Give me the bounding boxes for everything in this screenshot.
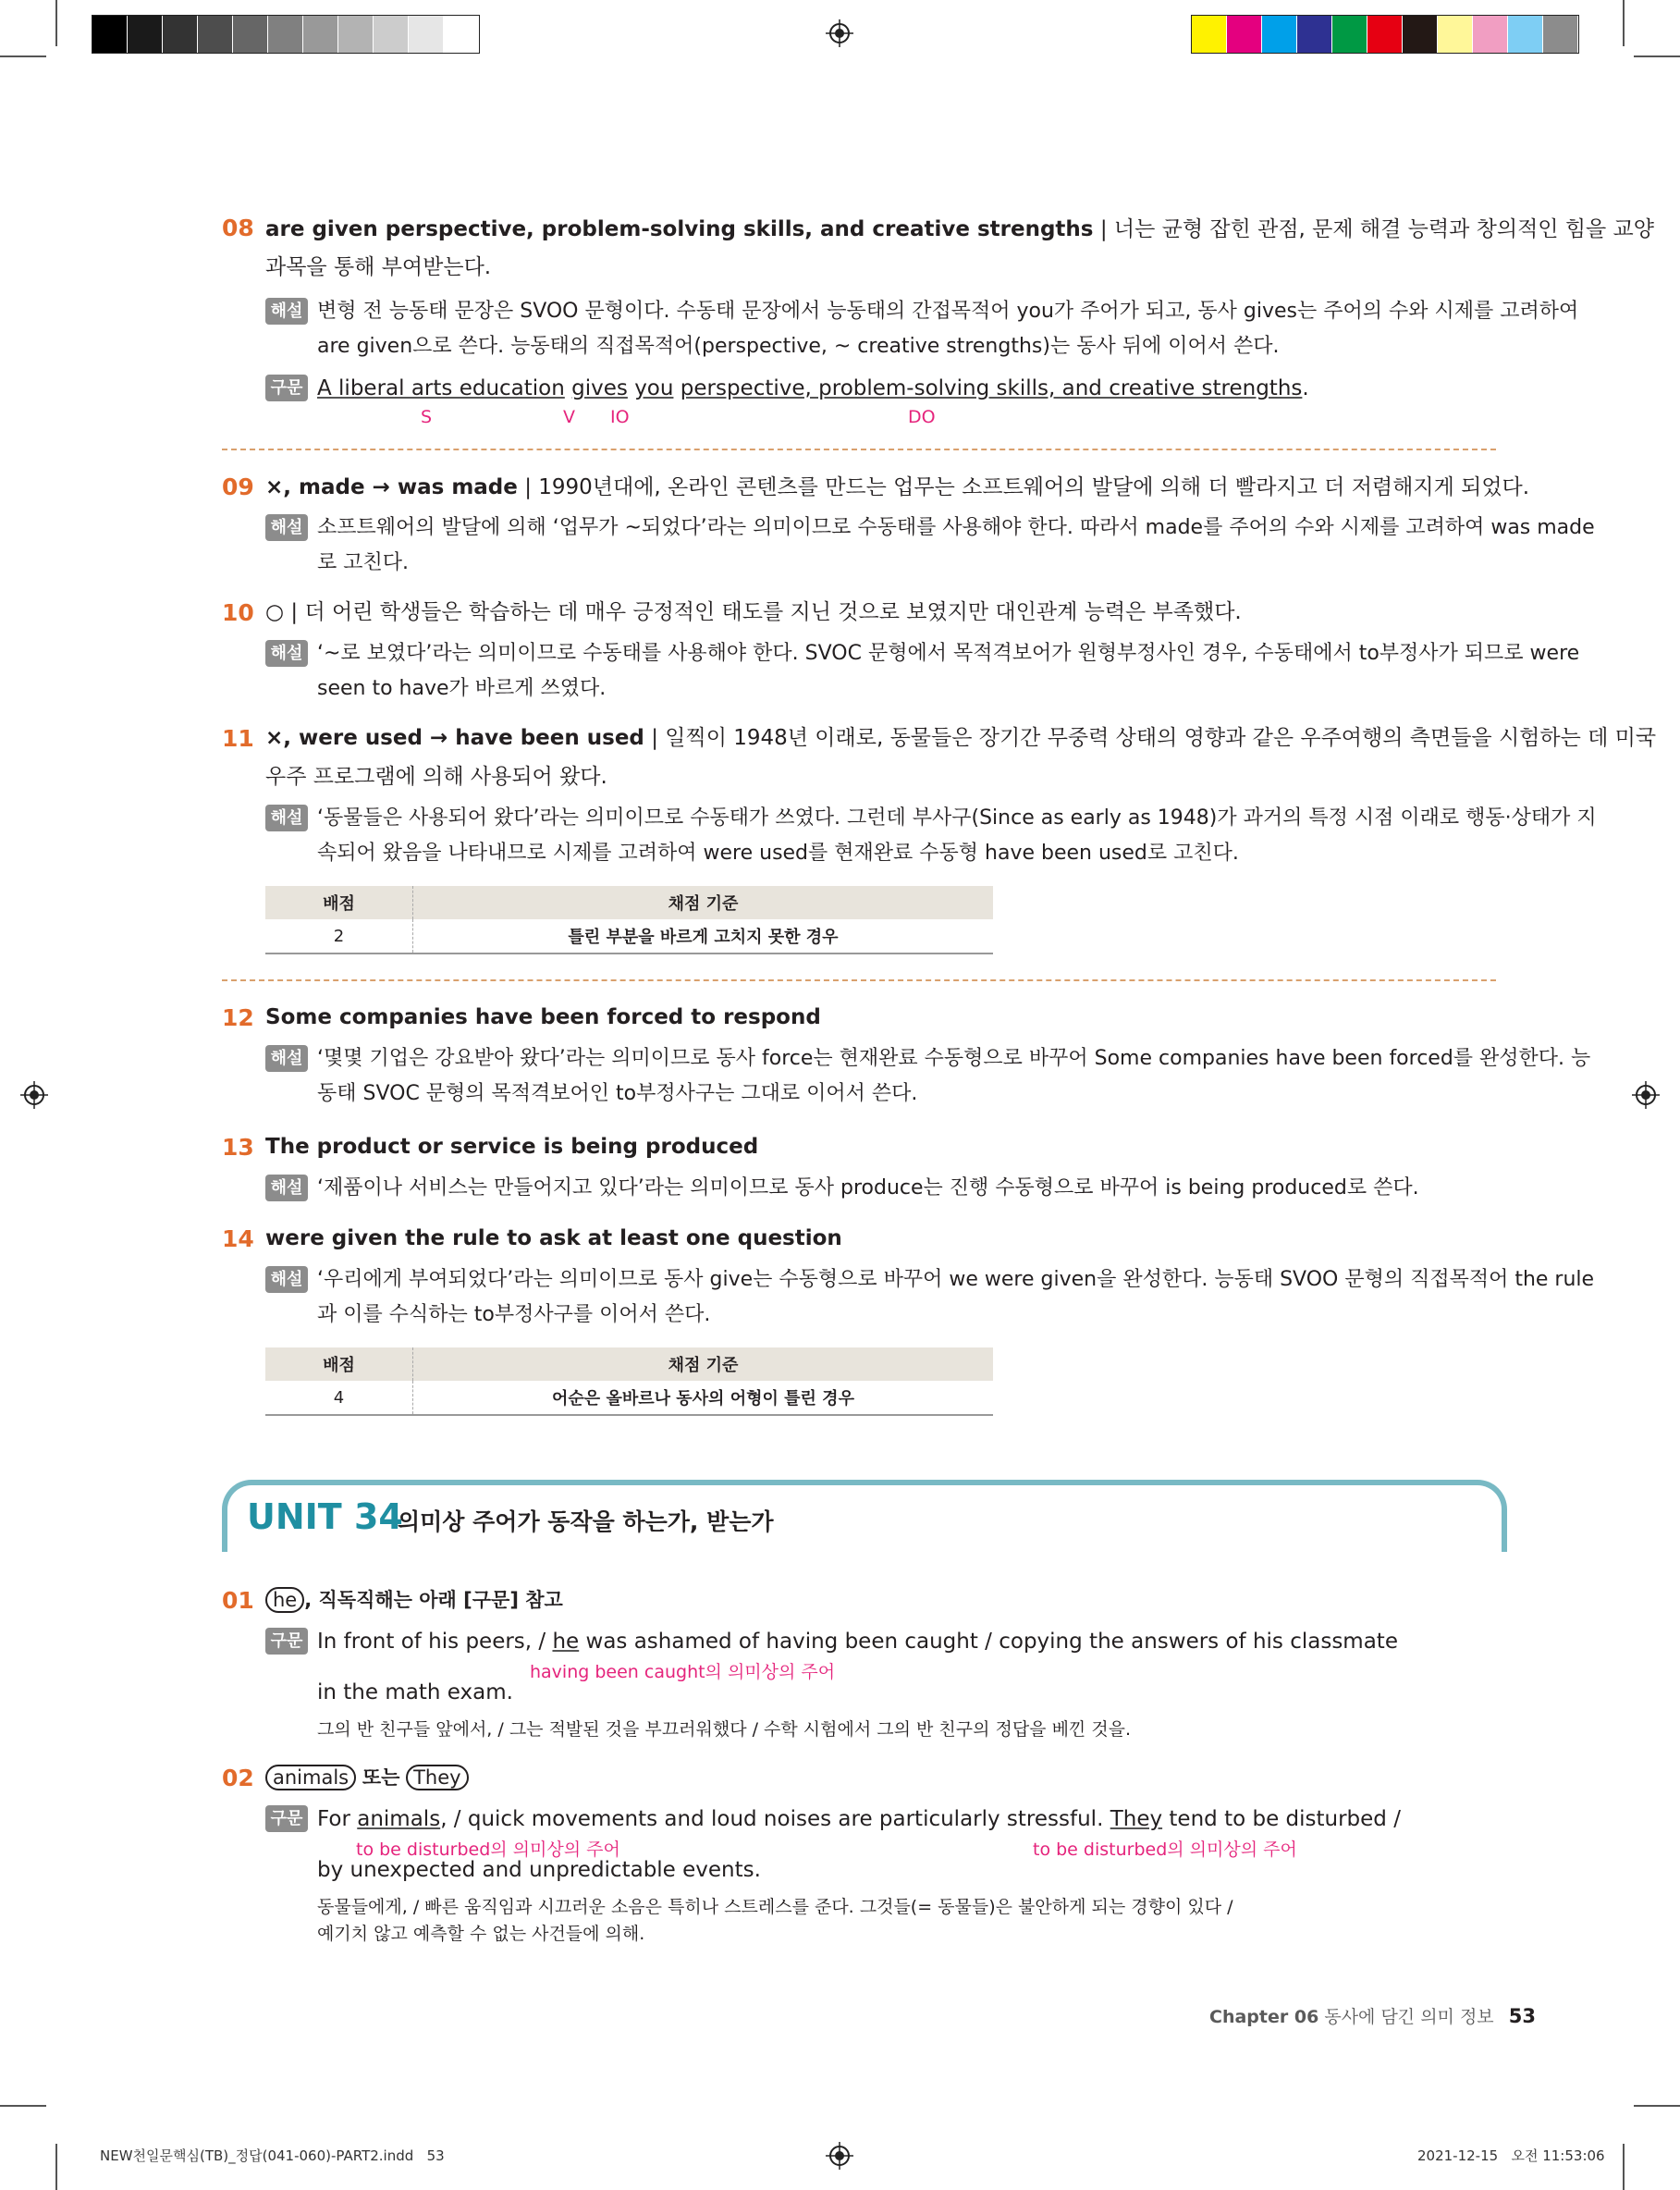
question-number: 12 — [222, 1004, 254, 1031]
color-swatch — [1403, 16, 1438, 53]
color-swatch — [1543, 16, 1578, 53]
explanation-text: 과 이를 수식하는 to부정사구를 이어서 쓴다. — [317, 1303, 711, 1326]
color-swatch — [1332, 16, 1367, 53]
color-swatch — [92, 16, 128, 53]
translation-text: | 더 어린 학생들은 학습하는 데 매우 긍정적인 태도를 지닌 것으로 보였지만 대인관계 능력은 부족했다. — [290, 600, 1242, 624]
score-header: 배점 — [265, 1347, 413, 1381]
unit-label: UNIT 34 — [247, 1496, 403, 1537]
color-swatch — [1262, 16, 1297, 53]
color-swatch — [128, 16, 163, 53]
color-swatch — [1227, 16, 1262, 53]
color-swatch — [163, 16, 198, 53]
sentence-subject: They — [1110, 1807, 1163, 1831]
registration-mark-icon — [826, 2142, 853, 2170]
color-swatch — [1367, 16, 1403, 53]
circled-answer: They — [406, 1765, 469, 1790]
label-v: V — [563, 407, 575, 427]
chapter-title: 동사에 담긴 의미 정보 — [1324, 2007, 1494, 2027]
answer-line — [265, 1582, 563, 1618]
indirect-object-phrase: you — [634, 376, 674, 400]
explanation-tag: 해설 — [265, 805, 308, 831]
explanation-tag: 해설 — [265, 1045, 308, 1072]
explanation-tag: 해설 — [265, 640, 308, 667]
criteria-header: 채점 기준 — [413, 1347, 994, 1381]
color-swatch — [1473, 16, 1508, 53]
verb-phrase: gives — [571, 376, 628, 400]
sentence-part: , / quick movements and loud noises are particularly stressful. — [440, 1807, 1104, 1831]
grayscale-color-bar — [92, 15, 480, 54]
semantic-subject-annotation: to be disturbed의 의미상의 주어 — [356, 1839, 620, 1860]
translation-text: | 1990년대에, 온라인 콘텐츠를 만드는 업무는 소프트웨어의 발달에 의해 더 빨라지고 더 저렴해지게 되었다. — [524, 475, 1530, 499]
explanation-tag: 해설 — [265, 1175, 308, 1201]
crop-mark — [1634, 2105, 1680, 2107]
question-number: 10 — [222, 599, 254, 626]
explanation-text: 소프트웨어의 발달에 의해 ‘업무가 ~되었다’라는 의미이므로 수동태를 사용해야 한다. 따라서 made를 주어의 수와 시제를 고려하여 was made — [317, 516, 1595, 539]
explanation-text: ‘~로 보였다’라는 의미이므로 수동태를 사용해야 한다. SVOC 문형에서 목적격보어가 원형부정사인 경우, 수동태에서 to부정사가 되므로 were — [317, 642, 1580, 665]
score-header: 배점 — [265, 886, 413, 919]
explanation-text: 속되어 왔음을 나타내므로 시제를 고려하여 were used를 현재완료 수동형 have been used로 고친다. — [317, 842, 1239, 865]
score-cell: 4 — [265, 1381, 413, 1415]
subject-phrase: A liberal arts education — [317, 376, 565, 400]
answer-text: Some companies have been forced to respond — [265, 1005, 821, 1029]
explanation-tag: 해설 — [265, 1266, 308, 1293]
question-number: 11 — [222, 725, 254, 752]
sentence-subject: he — [552, 1630, 580, 1654]
explanation-text: ‘우리에게 부여되었다’라는 의미이므로 동사 give는 수동형으로 바꾸어 we were given을 완성한다. 능동태 SVOO 문형의 직접목적어 the rule — [317, 1268, 1595, 1291]
date-slug: 2021-12-15 오전 11:53:06 — [1417, 2147, 1605, 2164]
syntax-tag: 구문 — [265, 1805, 308, 1832]
answer-text: ×, were used → have been used — [265, 726, 644, 750]
syntax-sentence: by unexpected and unpredictable events. — [317, 1858, 761, 1882]
answer-line — [265, 595, 1242, 630]
translation-text: | 일찍이 1948년 이래로, 동물들은 장기간 무중력 상태의 영향과 같은 우주여행의 측면들을 시험하는 데 미국 — [651, 726, 1657, 750]
direct-object-phrase: perspective, problem-solving skills, and creative strengths — [680, 376, 1303, 400]
sentence-part: For — [317, 1807, 350, 1831]
semantic-subject-annotation: to be disturbed의 의미상의 주어 — [1033, 1839, 1297, 1860]
translation-text: 동물들에게, / 빠른 움직임과 시끄러운 소음은 특히나 스트레스를 준다. 그것들(= 동물들)은 불안하게 되는 경향이 있다 / — [317, 1897, 1233, 1917]
sentence-part: In front of his peers, / — [317, 1630, 546, 1654]
question-number: 02 — [222, 1765, 254, 1791]
question-number: 13 — [222, 1134, 254, 1161]
circled-answer: animals — [265, 1765, 356, 1790]
criteria-cell: 어순은 올바르나 동사의 어형이 틀린 경우 — [413, 1381, 994, 1415]
explanation-text: seen to have가 바르게 쓰였다. — [317, 677, 607, 700]
explanation-text: ‘동물들은 사용되어 왔다’라는 의미이므로 수동태가 쓰였다. 그런데 부사구(Since as early as 1948)가 과거의 특정 시점 이래로 행동·상태가 지 — [317, 806, 1597, 830]
color-swatch — [1508, 16, 1543, 53]
explanation-tag: 해설 — [265, 514, 308, 541]
color-swatch — [374, 16, 409, 53]
question-number: 14 — [222, 1225, 254, 1252]
answer-line — [265, 212, 1654, 247]
color-swatch — [409, 16, 444, 53]
syntax-sentence: in the math exam. — [317, 1680, 513, 1704]
crop-mark — [1623, 0, 1625, 46]
syntax-tag: 구문 — [265, 1628, 308, 1655]
question-number: 08 — [222, 215, 254, 241]
color-swatch — [198, 16, 233, 53]
crop-mark — [1623, 2144, 1625, 2190]
criteria-header: 채점 기준 — [413, 886, 994, 919]
explanation-tag: 해설 — [265, 298, 308, 325]
period: . — [1302, 376, 1309, 400]
section-divider — [222, 979, 1496, 981]
explanation-text: ‘제품이나 서비스는 만들어지고 있다’라는 의미이므로 동사 produce는 진행 수동형으로 바꾸어 is being produced로 쓴다. — [317, 1176, 1419, 1200]
explanation-text: ‘몇몇 기업은 강요받아 왔다’라는 의미이므로 동사 force는 현재완료 수동형으로 바꾸어 Some companies have been forced를 완성한다. 능 — [317, 1047, 1591, 1070]
color-swatch — [233, 16, 268, 53]
question-number: 09 — [222, 474, 254, 500]
syntax-tag: 구문 — [265, 375, 308, 401]
label-do: DO — [908, 407, 936, 427]
translation-text: 우주 프로그램에 의해 사용되어 왔다. — [265, 765, 607, 789]
crop-mark — [55, 2144, 57, 2190]
circled-answer: he — [265, 1587, 304, 1613]
process-color-bar — [1191, 15, 1579, 54]
explanation-text: 변형 전 능동태 문장은 SVOO 문형이다. 수동태 문장에서 능동태의 간접목적어 you가 주어가 되고, 동사 gives는 주어의 수와 시제를 고려하여 — [317, 300, 1579, 323]
color-swatch — [1297, 16, 1332, 53]
answer-line — [265, 1760, 469, 1795]
scoring-table — [265, 1347, 993, 1416]
crop-mark — [0, 55, 46, 57]
explanation-text: 로 고친다. — [317, 551, 409, 574]
registration-mark-icon — [826, 19, 853, 47]
syntax-sentence — [317, 1802, 1401, 1837]
crop-mark — [0, 2105, 46, 2107]
sentence-subject: animals — [357, 1807, 441, 1831]
page-number: 53 — [1508, 2005, 1536, 2027]
explanation-text: are given으로 쓴다. 능동태의 직접목적어(perspective, ~ creative strengths)는 동사 뒤에 이어서 쓴다. — [317, 335, 1280, 358]
registration-mark-icon — [1632, 1081, 1660, 1109]
answer-text: ×, made → was made — [265, 475, 518, 499]
page-footer — [1209, 2003, 1536, 2028]
color-swatch — [1192, 16, 1227, 53]
question-number: 01 — [222, 1587, 254, 1614]
explanation-text: 동태 SVOC 문형의 목적격보어인 to부정사구는 그대로 이어서 쓴다. — [317, 1082, 918, 1105]
score-cell: 2 — [265, 919, 413, 954]
color-swatch — [268, 16, 303, 53]
label-s: S — [421, 407, 433, 427]
translation-text: 과목을 통해 부여받는다. — [265, 255, 492, 279]
semantic-subject-annotation: having been caught의 의미상의 주어 — [530, 1662, 836, 1682]
answer-line — [265, 470, 1529, 505]
answer-connector: 또는 — [362, 1766, 400, 1789]
answer-text: The product or service is being produced — [265, 1135, 759, 1159]
syntax-sentence — [317, 371, 1309, 406]
unit-title: 의미상 주어가 동작을 하는가, 받는가 — [398, 1508, 774, 1535]
sentence-part: tend to be disturbed / — [1169, 1807, 1401, 1831]
translation-text: 그의 반 친구들 앞에서, / 그는 적발된 것을 부끄러워했다 / 수학 시험에서 그의 반 친구의 정답을 베낀 것을. — [317, 1719, 1132, 1740]
crop-mark — [55, 0, 57, 46]
criteria-cell: 틀린 부분을 바르게 고치지 못한 경우 — [413, 919, 994, 954]
color-swatch — [338, 16, 374, 53]
section-divider — [222, 449, 1496, 450]
syntax-sentence — [317, 1624, 1398, 1659]
answer-text: ○ — [265, 600, 285, 624]
scoring-table — [265, 886, 993, 954]
label-io: IO — [610, 407, 630, 427]
color-swatch — [444, 16, 479, 53]
color-swatch — [1438, 16, 1473, 53]
answer-text: , 직독직해는 아래 [구문] 참고 — [304, 1589, 563, 1611]
sentence-part: was ashamed of having been caught / copying the answers of his classmate — [585, 1630, 1398, 1654]
answer-text: are given perspective, problem-solving skills, and creative strengths — [265, 217, 1094, 241]
registration-mark-icon — [20, 1081, 48, 1109]
translation-text: | 너는 균형 잡힌 관점, 문제 해결 능력과 창의적인 힘을 교양 — [1099, 217, 1654, 241]
answer-line — [265, 720, 1656, 756]
chapter-label: Chapter 06 — [1209, 2007, 1319, 2027]
answer-text: were given the rule to ask at least one question — [265, 1226, 842, 1250]
translation-text: 예기치 않고 예측할 수 없는 사건들에 의해. — [317, 1924, 645, 1944]
color-swatch — [303, 16, 338, 53]
file-slug: NEW천일문핵심(TB)_정답(041-060)-PART2.indd 53 — [100, 2147, 445, 2164]
crop-mark — [1634, 55, 1680, 57]
